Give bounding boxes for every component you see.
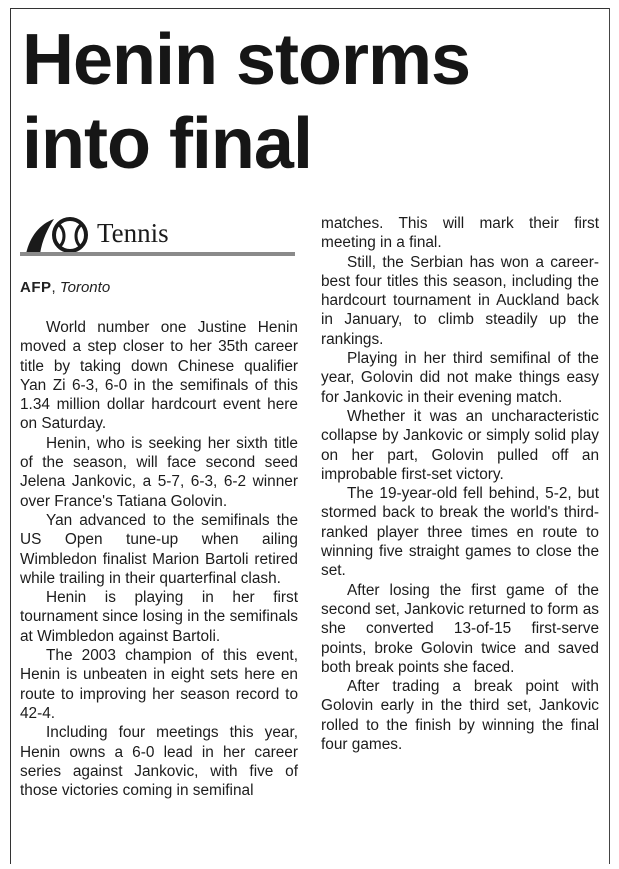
article-paragraph: After losing the first game of the second set, Jankovic returned to form as she converted 13-of-15 first-serve points, broke Golovin twice and saved both break points she faced. <box>321 581 599 676</box>
article-paragraph: Henin, who is seeking her sixth title of the season, will face second seed Jelena Jankovic, a 5-7, 6-3, 6-2 winner over France's Tatiana Golovin. <box>20 434 298 510</box>
headline: Henin storms into final <box>22 20 471 184</box>
article-paragraph: Still, the Serbian has won a career-best four titles this season, including the hardcourt tournament in Auckland back in January, to climb steadily up the rankings. <box>321 253 599 348</box>
section-divider <box>20 252 295 256</box>
tennis-ball-icon <box>20 214 90 256</box>
article-paragraph: The 2003 champion of this event, Henin is unbeaten in eight sets here en route to improving her season record to 42-4. <box>20 647 298 722</box>
byline <box>20 279 110 296</box>
article-paragraph: matches. This will mark their first meeting in a final. <box>321 215 599 252</box>
article-paragraph: Playing in her third semifinal of the year, Golovin did not make things easy for Jankovic in their evening match. <box>321 350 599 406</box>
article-paragraph: Whether it was an uncharacteristic collapse by Jankovic or simply solid play on her part, Golovin pulled off an improbable first-set victory. <box>321 407 599 483</box>
article-column-left <box>20 318 298 800</box>
article-column-right <box>321 214 599 754</box>
section-label: Tennis <box>97 218 169 248</box>
article-paragraph: Yan advanced to the semifinals the US Open tune-up when ailing Wimbledon finalist Marion Bartoli retired while trailing in their quarterfinal clash. <box>20 511 298 587</box>
frame-top-border <box>10 8 610 9</box>
article-paragraph: After trading a break point with Golovin early in the third set, Jankovic rolled to the finish by winning the final four games. <box>321 678 599 754</box>
frame-left-border <box>10 8 11 864</box>
article-paragraph: Henin is playing in her first tournament since losing in the semifinals at Wimbledon against Bartoli. <box>20 589 298 645</box>
byline-place: Toronto <box>59 279 111 296</box>
byline-agency: AFP <box>20 279 52 296</box>
frame-right-border <box>609 8 610 864</box>
article-paragraph: World number one Justine Henin moved a step closer to her 35th career title by taking down Chinese qualifier Yan Zi 6-3, 6-0 in the semifinals of this 1.34 million dollar hardcourt event here on Saturday. <box>20 319 298 433</box>
article-paragraph: The 19-year-old fell behind, 5-2, but stormed back to break the world's third-ranked player three times en route to winning five straight games to close the set. <box>321 485 599 580</box>
byline-separator: , <box>51 279 56 296</box>
article-paragraph: Including four meetings this year, Henin owns a 6-0 lead in her career series against Jankovic, with five of those victories coming in semifinal <box>20 724 298 800</box>
